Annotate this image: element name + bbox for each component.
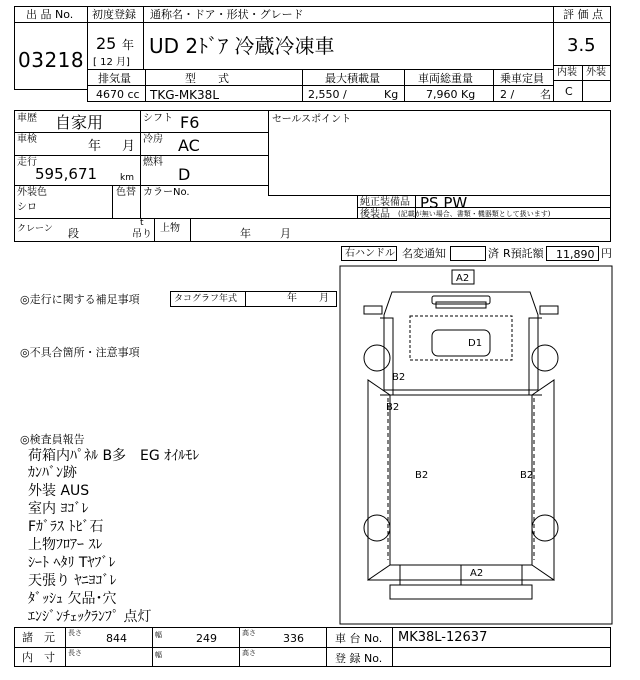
mark-b2-left: B2 xyxy=(386,402,400,413)
rear-bumper xyxy=(390,585,532,599)
vehicle-name: UD 2ﾄﾞｱ 冷蔵冷凍車 xyxy=(149,34,335,58)
recycle-value: 11,890 xyxy=(556,248,595,261)
chassis-label: 車 台 No. xyxy=(335,632,383,645)
tacho-month: 月 xyxy=(319,293,329,304)
capacity-unit: 名 xyxy=(540,88,551,101)
gross-value: 7,960 Kg xyxy=(426,88,476,101)
color-change-label: 色替 xyxy=(116,187,136,198)
inspector-line: 室内 ﾖｺﾞﾚ xyxy=(28,501,89,517)
inspection-label: 車検 xyxy=(17,134,37,145)
mileage-value: 595,671 xyxy=(35,165,98,183)
inspector-line: 天張り ﾔﾆﾖｺﾞﾚ xyxy=(28,573,117,589)
windshield xyxy=(410,316,512,360)
left-mirror xyxy=(364,306,382,314)
fuel-label: 燃料 xyxy=(143,157,163,168)
first-reg-year: 25 xyxy=(96,34,117,53)
wheel-front-right xyxy=(532,345,558,371)
color-value: シロ xyxy=(17,202,37,213)
cab-grille-inner xyxy=(436,302,486,308)
shift-value: F6 xyxy=(180,113,200,132)
spec-label: 諸 元 xyxy=(22,631,55,644)
box-right-side xyxy=(532,380,554,580)
cab-outline xyxy=(384,292,538,390)
inspector-line: ｶﾝﾊﾞﾝ跡 xyxy=(28,465,77,481)
crane-t: t xyxy=(140,218,144,228)
model-value: TKG-MK38L xyxy=(150,88,220,102)
lot-label: 出 品 No. xyxy=(26,8,74,21)
fuel-value: D xyxy=(178,165,191,184)
defect-label: ◎不具合箇所・注意事項 xyxy=(20,346,140,359)
change-notice-label: 名変通知 xyxy=(402,247,446,260)
cooler-label: 冷房 xyxy=(143,134,163,145)
color-label: 外装色 xyxy=(17,187,47,198)
mark-a2-top: A2 xyxy=(456,273,470,284)
right-mirror xyxy=(540,306,558,314)
first-reg-label: 初度登録 xyxy=(92,8,136,21)
upper-year: 年 xyxy=(240,227,251,240)
cert-label: 済 xyxy=(488,247,499,260)
first-reg-year-unit: 年 xyxy=(122,38,135,52)
mark-b2-center-left: B2 xyxy=(415,470,429,481)
inner-label: 内 寸 xyxy=(22,651,55,664)
wheel-front-left xyxy=(364,345,390,371)
inner-length-label: 長さ xyxy=(68,649,82,657)
inspector-line: 荷箱内ﾊﾟﾈﾙ B多 EG ｵｲﾙﾓﾚ xyxy=(28,448,200,464)
tacho-label: タコグラフ年式 xyxy=(174,294,238,304)
grade-label: 評 価 点 xyxy=(563,8,603,21)
handle-value: 右ハンドル xyxy=(345,248,395,259)
maxload-value: 2,550 / xyxy=(308,88,347,101)
capacity-value: 2 / xyxy=(500,88,515,101)
inspection-year: 年 xyxy=(88,139,102,154)
mark-a2-bottom: A2 xyxy=(470,568,484,579)
left-door xyxy=(380,318,393,395)
first-reg-month: [ 12 月] xyxy=(93,57,130,68)
maxload-unit: Kg xyxy=(384,88,399,101)
sales-point-label: セールスポイント xyxy=(272,114,352,125)
right-door xyxy=(529,318,542,395)
inspector-line: 外装 AUS xyxy=(28,483,90,499)
upper-label: 上物 xyxy=(160,223,180,234)
mark-b2-left-top: B2 xyxy=(392,372,406,383)
crane-stage: 段 xyxy=(68,227,79,240)
height-value: 336 xyxy=(283,632,304,645)
inner-width-label: 幅 xyxy=(155,651,162,659)
name-label: 通称名・ドア・形状・グレード xyxy=(150,8,304,21)
inspector-line: ｴﾝｼﾞﾝﾁｪｯｸﾗﾝﾌﾟ 点灯 xyxy=(28,609,152,625)
cargo-box xyxy=(390,395,532,565)
capacity-label: 乗車定員 xyxy=(500,72,544,85)
mileage-label: 走行 xyxy=(17,157,37,168)
interior-label: 内装 xyxy=(557,67,577,78)
width-value: 249 xyxy=(196,632,217,645)
inspector-line: 上物ﾌﾛｱｰ ｽﾚ xyxy=(28,537,103,553)
displacement-label: 排気量 xyxy=(98,72,131,85)
inspector-line: ｼｰﾄ ﾍﾀﾘ Tﾔﾌﾞﾚ xyxy=(28,555,116,571)
width-label: 幅 xyxy=(155,631,162,639)
upper-month: 月 xyxy=(280,227,291,240)
model-label: 型 式 xyxy=(185,72,229,85)
mileage-unit: km xyxy=(120,173,134,183)
equipment-value: PS PW xyxy=(420,194,468,212)
color-code-label: カラーNo. xyxy=(143,187,190,198)
grade-value: 3.5 xyxy=(567,35,596,56)
inspector-line: ﾀﾞｯｼｭ 欠品･穴 xyxy=(28,591,117,607)
maxload-label: 最大積載量 xyxy=(325,72,380,85)
inner-height-label: 高さ xyxy=(242,649,256,657)
driving-label: ◎走行に関する補足事項 xyxy=(20,293,140,306)
interior-grade: C xyxy=(565,85,573,98)
mark-b2-center-right: B2 xyxy=(520,470,534,481)
chassis-value: MK38L-12637 xyxy=(398,630,488,645)
cab-grille xyxy=(432,296,490,304)
reg-label: 登 録 No. xyxy=(335,652,383,665)
equipment-label: 純正装備品 xyxy=(360,197,410,208)
length-value: 844 xyxy=(106,632,127,645)
height-label: 高さ xyxy=(242,629,256,637)
crane-label: クレーン xyxy=(17,224,53,234)
gross-label: 車両総重量 xyxy=(418,72,473,85)
aftermarket-label: 後装品 xyxy=(360,209,390,220)
inspector-label: ◎検査員報告 xyxy=(20,433,85,446)
recycle-label: R預託額 xyxy=(503,247,544,260)
inspection-month: 月 xyxy=(122,139,136,154)
length-label: 長さ xyxy=(68,629,82,637)
crane-lift: 吊り xyxy=(132,229,152,240)
history-value: 自家用 xyxy=(55,113,104,132)
inspector-line: Fｶﾞﾗｽ ﾄﾋﾞ石 xyxy=(28,519,104,535)
shift-label: シフト xyxy=(143,113,173,124)
tacho-year: 年 xyxy=(287,293,297,304)
exterior-label: 外装 xyxy=(586,67,606,78)
recycle-unit: 円 xyxy=(601,247,612,260)
history-label: 車歴 xyxy=(17,113,37,124)
cooler-value: AC xyxy=(178,136,200,155)
displacement-value: 4670 cc xyxy=(96,88,140,101)
lot-number: 03218 xyxy=(18,48,85,72)
aftermarket-note: (記載が無い場合、書類・機器類として扱います) xyxy=(398,210,551,218)
mark-d1: D1 xyxy=(468,338,483,349)
